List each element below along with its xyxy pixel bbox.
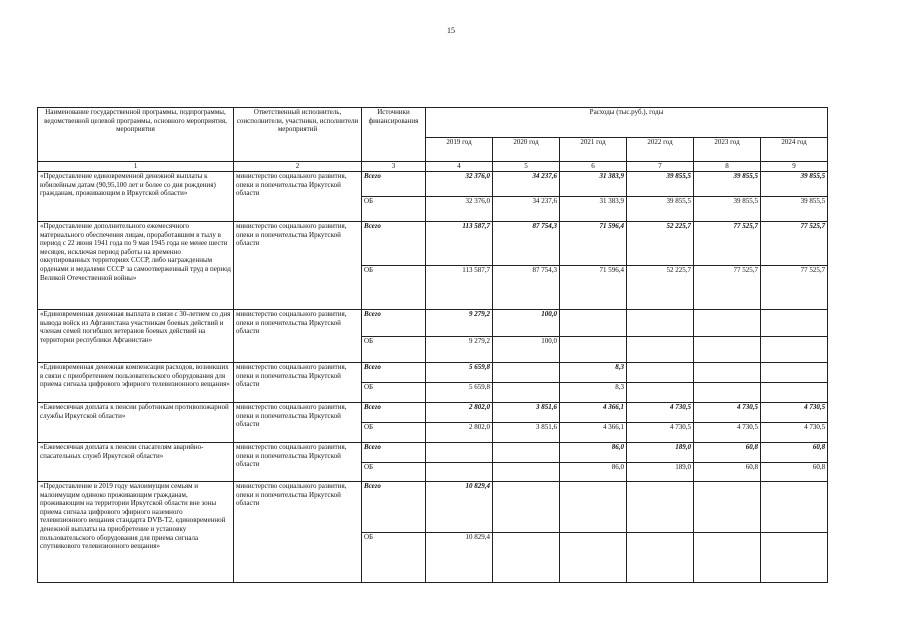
ob-value: 2 802,0 [426,423,493,443]
measure-executor: министерство социального развития, опеки и попечительства Иркутской области [234,310,362,363]
total-value: 39 855,5 [627,172,694,197]
page-number: 15 [447,26,455,35]
total-value [493,443,560,463]
measure-name: «Ежемесячная доплата к пенсии спасателям аварийно-спасательных служб Иркутской области» [38,443,234,482]
total-value: 86,0 [560,443,627,463]
ob-value [493,463,560,482]
measure-name: «Предоставление единовременной денежной выплаты к юбилейным датам (90,95,100 лет и более со дня рождения) гражданам, проживающим в Иркутской области» [38,172,234,222]
ob-value [560,533,627,583]
ob-value: 39 855,5 [694,197,761,222]
column-number: 1 [38,162,234,172]
header-year: 2022 год [627,138,694,162]
ob-value [627,533,694,583]
total-value [694,310,761,337]
header-year: 2024 год [761,138,828,162]
source-ob: ОБ [362,337,426,363]
total-value [560,482,627,533]
ob-value: 31 383,9 [560,197,627,222]
ob-value: 77 525,7 [694,266,761,310]
measure-name: «Ежемесячная доплата к пенсии работникам противопожарной службы Иркутской области» [38,403,234,443]
total-value: 52 225,7 [627,222,694,266]
source-total: Всего [362,172,426,197]
total-value: 34 237,6 [493,172,560,197]
column-number-row [38,162,828,172]
ob-value [761,337,828,363]
header-year: 2020 год [493,138,560,162]
ob-value: 34 237,6 [493,197,560,222]
column-number: 6 [560,162,627,172]
source-total: Всего [362,363,426,383]
source-total: Всего [362,482,426,533]
total-value: 71 596,4 [560,222,627,266]
header-name: Наименование государственной программы, подпрограммы, ведомственной целевой программы, основного мероприятия, мероприятия [38,108,234,162]
measure-executor: министерство социального развития, опеки и попечительства Иркутской области [234,482,362,583]
ob-value: 71 596,4 [560,266,627,310]
table-row [38,482,828,533]
measure-executor: министерство социального развития, опеки и попечительства Иркутской области [234,363,362,403]
ob-value: 77 525,7 [761,266,828,310]
total-value: 60,8 [694,443,761,463]
ob-value: 52 225,7 [627,266,694,310]
ob-value [426,463,493,482]
column-number: 2 [234,162,362,172]
table-row [38,222,828,266]
table-row [38,363,828,383]
source-ob: ОБ [362,266,426,310]
total-value: 4 730,5 [761,403,828,423]
total-value [426,443,493,463]
header-year: 2021 год [560,138,627,162]
total-value: 113 587,7 [426,222,493,266]
header-source: Источники финансирования [362,108,426,162]
total-value [560,310,627,337]
ob-value: 5 659,8 [426,383,493,403]
table-row [38,310,828,337]
column-number: 3 [362,162,426,172]
column-number: 5 [493,162,560,172]
source-ob: ОБ [362,533,426,583]
total-value: 39 855,5 [694,172,761,197]
source-total: Всего [362,443,426,463]
ob-value: 39 855,5 [761,197,828,222]
ob-value: 4 366,1 [560,423,627,443]
budget-table [37,107,828,583]
measure-name: «Предоставление в 2019 году малоимущим семьям и малоимущим одиноко проживающим гражданам, проживающим на территории Иркутской области вне зоны приема сигнала цифрового эфирного наземного телевизионного вещания стандарта DVB-T2, единовременной денежной выплаты на приобретение и установку пользовательского оборудования для приема сигнала спутникового телевизионного вещания» [38,482,234,583]
total-value [627,482,694,533]
total-value: 31 383,9 [560,172,627,197]
source-ob: ОБ [362,423,426,443]
total-value: 4 730,5 [694,403,761,423]
ob-value [560,337,627,363]
ob-value [761,533,828,583]
measure-executor: министерство социального развития, опеки и попечительства Иркутской области [234,443,362,482]
ob-value: 4 730,5 [694,423,761,443]
table-row [38,443,828,463]
source-total: Всего [362,222,426,266]
total-value [493,482,560,533]
total-value: 189,0 [627,443,694,463]
header-year: 2023 год [694,138,761,162]
measure-name: «Предоставление дополнительного ежемесячного материального обеспечения лицам, проработавшим в тылу в период с 22 июня 1941 года по 9 мая 1945 года не менее шести месяцев, исключая период работы на временно оккупированных территориях СССР, либо награжденным орденами и медалями СССР за самоотверженный труд в период Великой Отечественной войны» [38,222,234,310]
ob-value: 113 587,7 [426,266,493,310]
total-value: 100,0 [493,310,560,337]
ob-value: 100,0 [493,337,560,363]
column-number: 7 [627,162,694,172]
ob-value [493,383,560,403]
ob-value [627,337,694,363]
ob-value: 9 279,2 [426,337,493,363]
ob-value: 60,8 [694,463,761,482]
ob-value [694,337,761,363]
ob-value: 86,0 [560,463,627,482]
total-value: 77 525,7 [694,222,761,266]
ob-value: 189,0 [627,463,694,482]
total-value [493,363,560,383]
ob-value: 4 730,5 [761,423,828,443]
total-value [761,363,828,383]
column-number: 9 [761,162,828,172]
ob-value: 8,3 [560,383,627,403]
source-ob: ОБ [362,197,426,222]
column-number: 4 [426,162,493,172]
table-row [38,172,828,197]
total-value [694,482,761,533]
header-year: 2019 год [426,138,493,162]
source-ob: ОБ [362,463,426,482]
measure-executor: министерство социального развития, опеки и попечительства Иркутской области [234,222,362,310]
total-value: 3 851,6 [493,403,560,423]
ob-value [627,383,694,403]
header-expenses: Расходы (тыс.руб.), годы [426,108,828,138]
source-ob: ОБ [362,383,426,403]
total-value: 9 279,2 [426,310,493,337]
total-value: 60,8 [761,443,828,463]
source-total: Всего [362,310,426,337]
total-value: 39 855,5 [761,172,828,197]
total-value: 2 802,0 [426,403,493,423]
column-number: 8 [694,162,761,172]
measure-name: «Единовременная денежная компенсация расходов, возникших в связи с приобретением пользовательского оборудования для приема сигнала цифрового эфирного телевизионного вещания» [38,363,234,403]
ob-value [493,533,560,583]
ob-value: 87 754,3 [493,266,560,310]
measure-executor: министерство социального развития, опеки и попечительства Иркутской области [234,403,362,443]
total-value: 32 376,0 [426,172,493,197]
total-value [694,363,761,383]
total-value: 87 754,3 [493,222,560,266]
total-value [627,310,694,337]
ob-value: 3 851,6 [493,423,560,443]
total-value [761,310,828,337]
total-value: 8,3 [560,363,627,383]
total-value [761,482,828,533]
ob-value: 10 829,4 [426,533,493,583]
total-value: 4 366,1 [560,403,627,423]
total-value [627,363,694,383]
measure-executor: министерство социального развития, опеки и попечительства Иркутской области [234,172,362,222]
total-value: 77 525,7 [761,222,828,266]
ob-value: 32 376,0 [426,197,493,222]
source-total: Всего [362,403,426,423]
header-executor: Ответственный исполнитель, соисполнители, участники, исполнители мероприятий [234,108,362,162]
ob-value [694,383,761,403]
total-value: 4 730,5 [627,403,694,423]
ob-value [694,533,761,583]
ob-value: 4 730,5 [627,423,694,443]
total-value: 5 659,8 [426,363,493,383]
ob-value: 60,8 [761,463,828,482]
ob-value [761,383,828,403]
measure-name: «Единовременная денежная выплата в связи с 30-летием со дня вывода войск из Афганистана участникам боевых действий и членам семей погибших ветеранов боевых действий на территории республики Афганистан» [38,310,234,363]
ob-value: 39 855,5 [627,197,694,222]
table-row [38,403,828,423]
total-value: 10 829,4 [426,482,493,533]
